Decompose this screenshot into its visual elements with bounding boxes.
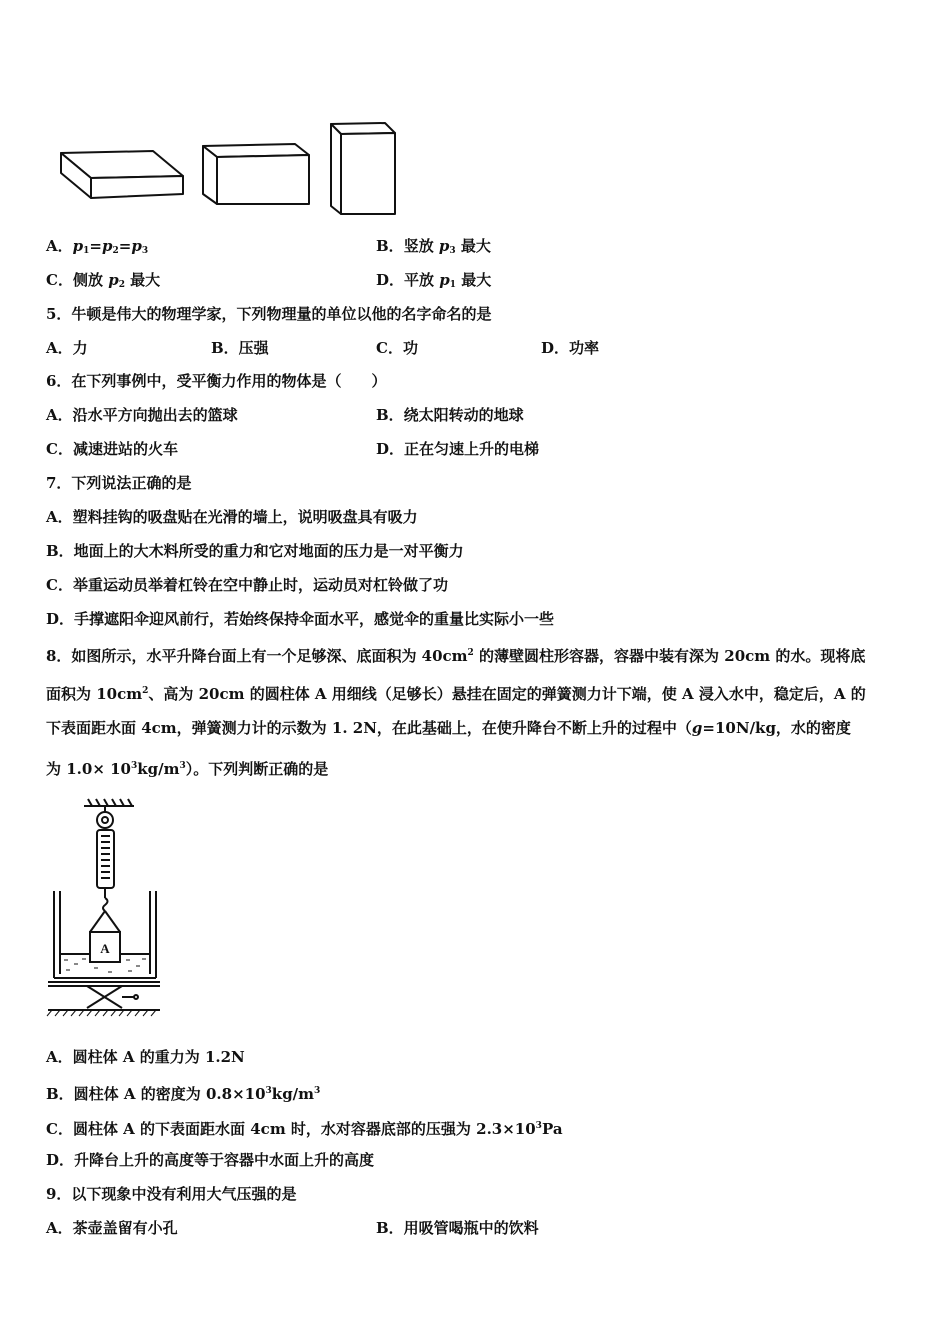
q8-option-d: D．升降台上升的高度等于容器中水面上升的高度 [46,1151,375,1169]
q6-option-c: C．减速进站的火车 [46,440,178,458]
q9-option-a: A．茶壶盖留有小孔 [46,1219,178,1237]
spring-scale-figure [42,796,167,1021]
q8-stem-line1: 8．如图所示，水平升降台面上有一个足够深、底面积为 $40cm^2$ 的薄壁圆柱形容器，容器中装有深为 20cm 的水。现将底 [46,647,866,665]
q8-option-b: B．圆柱体 A 的密度为 $0.8\times 10^3kg/m^3$ [46,1085,321,1103]
cylinder-a-label: A [100,941,110,956]
q6-stem: 6．在下列事例中，受平衡力作用的物体是（ ） [46,372,387,390]
q5-option-d: D．功率 [541,339,600,357]
q7-option-d: D．手撑遮阳伞迎风前行，若始终保持伞面水平，感觉伞的重量比实际小一些 [46,610,555,628]
q4-option-a: A．$p_1=p_2=p_3$ [46,237,149,256]
q8-option-a: A．圆柱体 A 的重力为 1.2N [46,1048,245,1066]
q8-option-c: C．圆柱体 A 的下表面距水面 4cm 时，水对容器底部的压强为 $2.3\times 10^3Pa$ [46,1120,563,1138]
q5-option-a: A．力 [46,339,88,357]
q8-stem-line3: 下表面距水面 4cm，弹簧测力计的示数为 1. 2N，在此基础上，在使升降台不断上升的过程中（g=10N/kg，水的密度 [46,719,851,737]
q4-option-d: D．平放 $p_1$ 最大 [376,271,492,290]
q5-option-c: C．功 [376,339,418,357]
q4-option-c: C．侧放 $p_2$ 最大 [46,271,161,290]
q7-option-a: A．塑料挂钩的吸盘贴在光滑的墙上，说明吸盘具有吸力 [46,508,418,526]
q6-option-a: A．沿水平方向抛出去的篮球 [46,406,238,424]
q7-option-b: B．地面上的大木料所受的重力和它对地面的压力是一对平衡力 [46,542,464,560]
q7-option-c: C．举重运动员举着杠铃在空中静止时，运动员对杠铃做了功 [46,576,448,594]
q8-stem-line2: 面积为 $10cm^2$、高为 20cm 的圆柱体 A 用细线（足够长）悬挂在固定的弹簧测力计下端，使 A 浸入水中，稳定后，A 的 [46,685,866,703]
q8-stem-line4: 为 $1.0\times 10^3kg/m^3$）。下列判断正确的是 [46,760,329,778]
bricks-figure [55,118,405,218]
q4-option-b: B．竖放 $p_3$ 最大 [376,237,491,256]
q6-option-d: D．正在匀速上升的电梯 [376,440,540,458]
q9-option-b: B．用吸管喝瓶中的饮料 [376,1219,539,1237]
q7-stem: 7．下列说法正确的是 [46,474,192,492]
q9-stem: 9．以下现象中没有利用大气压强的是 [46,1185,297,1203]
q5-option-b: B．压强 [211,339,269,357]
q5-stem: 5．牛顿是伟大的物理学家，下列物理量的单位以他的名字命名的是 [46,305,492,323]
q6-option-b: B．绕太阳转动的地球 [376,406,524,424]
